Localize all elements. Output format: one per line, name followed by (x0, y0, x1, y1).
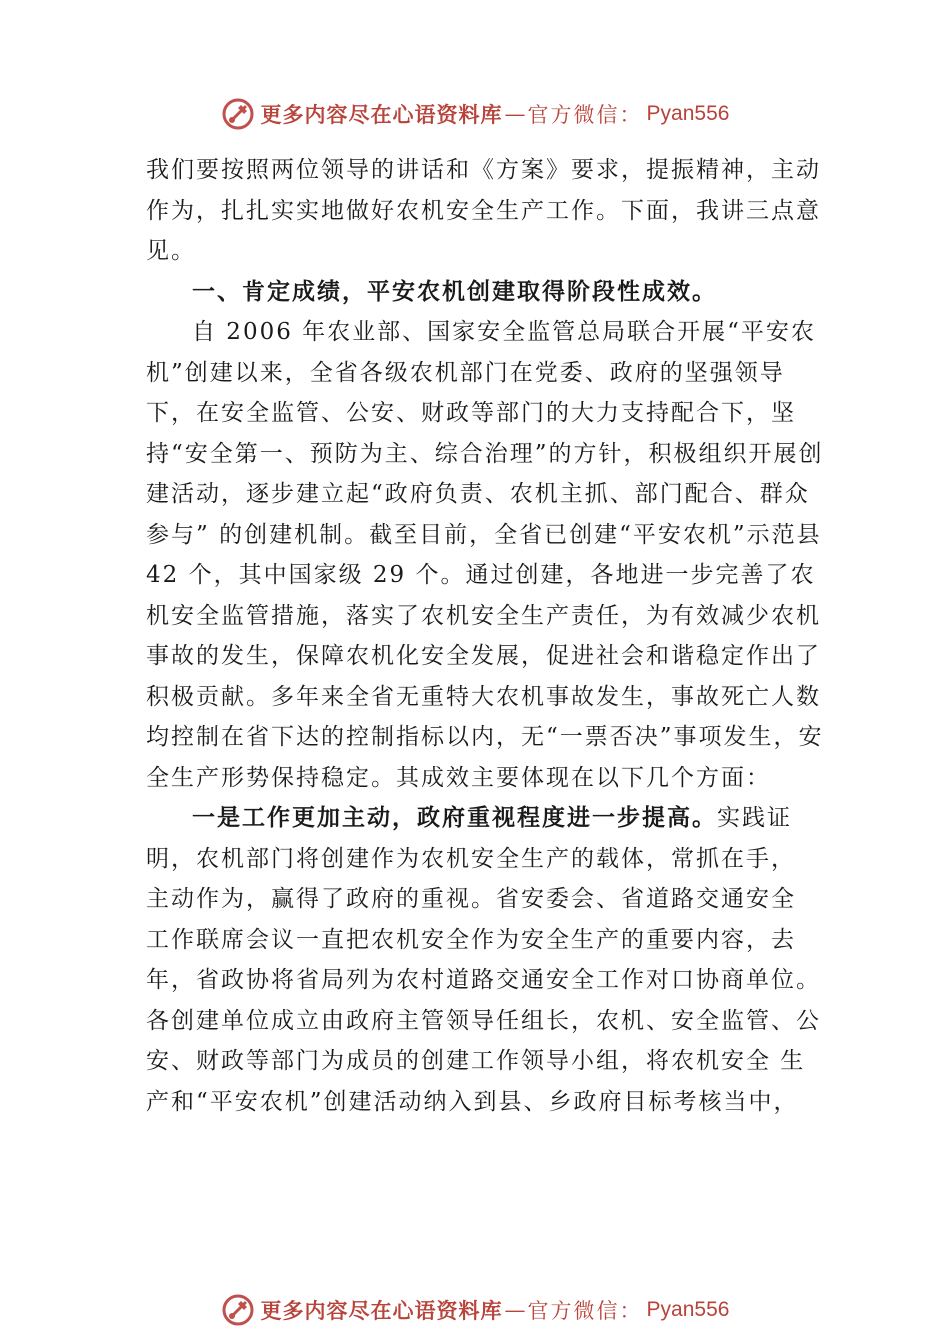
paragraph-achievements: 自 2006 年农业部、国家安全监管总局联合开展“平安农机”创建以来，全省各级农机部门在党委、政府的坚强领导下，在安全监管、公安、财政等部门的大力支持配合下，坚持“安全第一、预防为主、综合治理”的方针，积极组织开展创建活动，逐步建立起“政府负责、农机主抓、部门配合、群众参与” 的创建机制。截至目前，全省已创建“平安农机”示范县 42 个，其中国家级 29 个。通过创建，各地进一步完善了农机安全监管措施，落实了农机安全生产责任，为有效减少农机事故的发生，保障农机化安全发展，促进社会和谐稳定作出了积极贡献。多年来全省无重特大农机事故发生，事故死亡人数均控制在省下达的控制指标以内，无“一票否决”事项发生，安全生产形势保持稳定。其成效主要体现在以下几个方面： (146, 319, 824, 791)
header-watermark (0, 94, 950, 134)
document-body (146, 150, 826, 1122)
banner-brand: 更多内容尽在心语资料库 (260, 102, 503, 127)
footer-watermark (0, 1290, 950, 1330)
banner-channel: 官方微信： (527, 103, 643, 127)
section-heading: 一、肯定成绩，平安农机创建取得阶段性成效。 (192, 278, 717, 305)
banner-channel: 官方微信： (527, 1299, 643, 1323)
paragraph-point-one (146, 798, 826, 1122)
banner-brand: 更多内容尽在心语资料库 (260, 1298, 503, 1323)
point-one-body: 实践证明，农机部门将创建作为农机安全生产的载体，常抓在手， 主动作为，赢得了政府的重视。省安委会、省道路交通安全 工作联席会议一直把农机安全作为安全生产的重要内容，去 年，省政协将省局列为农村道路交通安全工作对口协商单位。各创建单位成立由政府主管领导任组长，农机、安全监管、公安、财政等部门为成员的创建工作领导小组，将农机安全 生产和“平安农机”创建活动纳入到县、乡政府目标考核当中， (146, 805, 821, 1115)
paragraph-intro: 我们要按照两位领导的讲话和《方案》要求，提振精神，主动作为，扎扎实实地做好农机安全生产工作。下面，我讲三点意见。 (146, 157, 821, 264)
brush-logo-icon (221, 97, 255, 131)
brush-logo-icon (221, 1293, 255, 1327)
banner-account: Pyan556 (646, 1298, 730, 1321)
banner-account: Pyan556 (646, 102, 730, 125)
point-one-lead: 一是工作更加主动，政府重视程度进一步提高。 (192, 804, 717, 831)
banner-separator: — (504, 102, 526, 126)
banner-separator: — (504, 1298, 526, 1322)
